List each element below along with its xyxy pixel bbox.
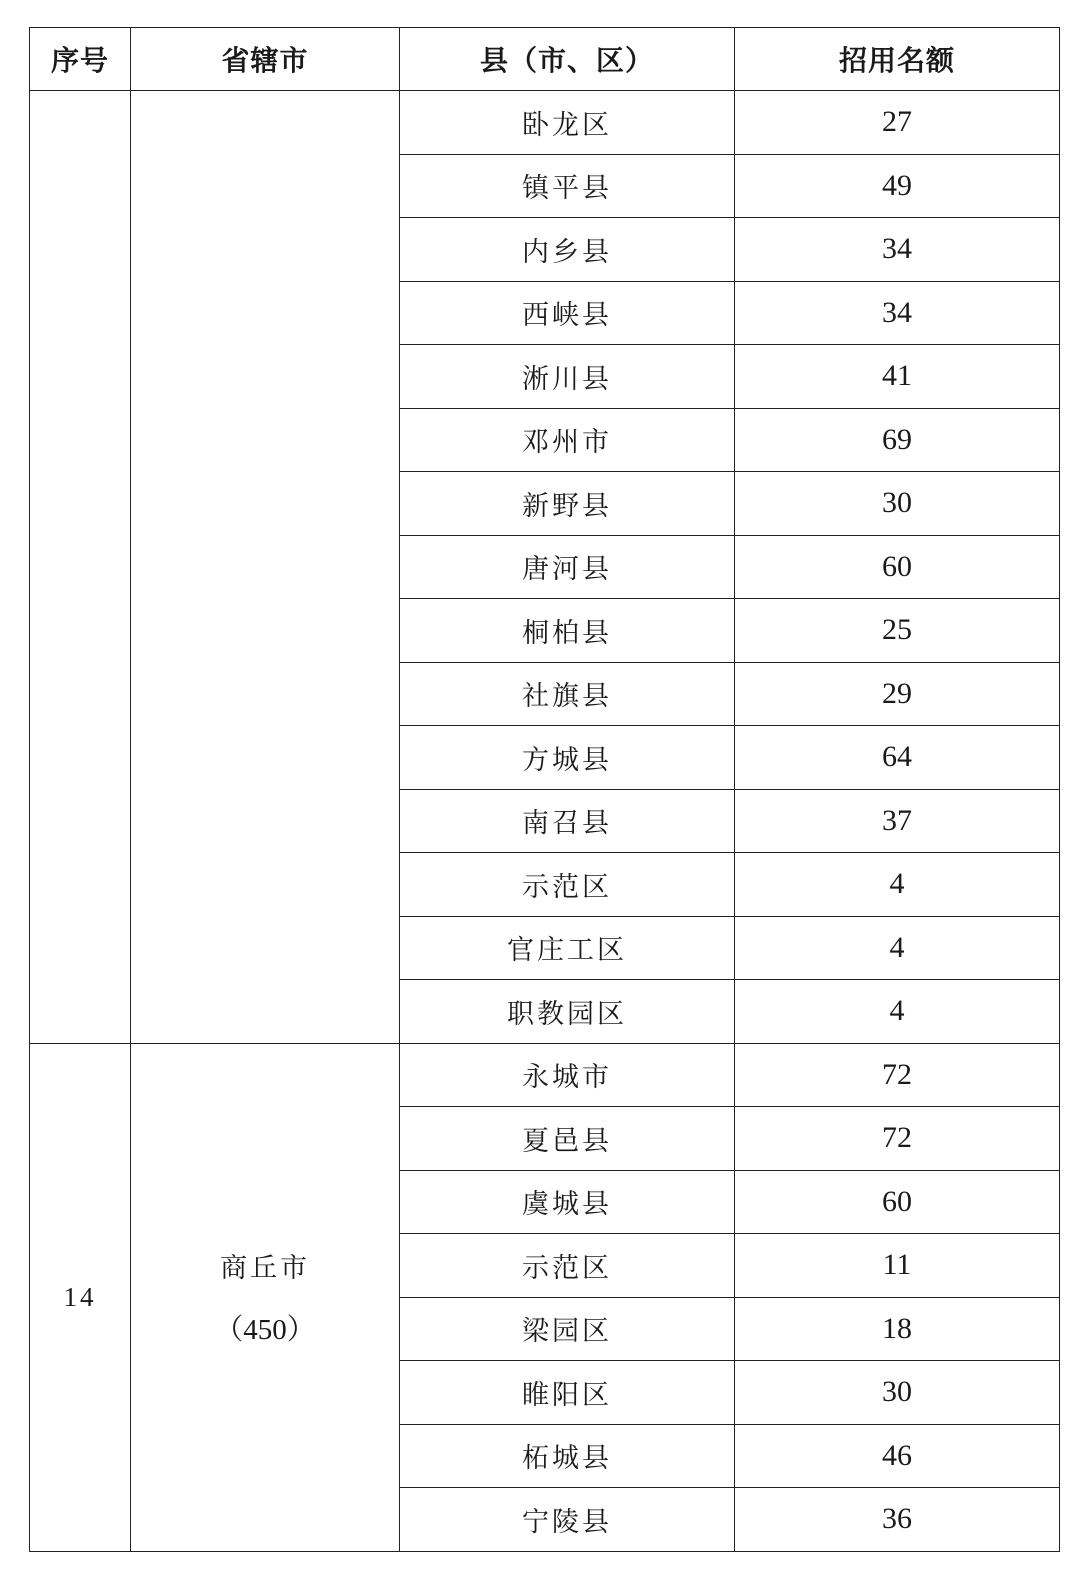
quota-cell: 72: [735, 1043, 1060, 1107]
quota-cell: 25: [735, 599, 1060, 663]
quota-cell: 41: [735, 345, 1060, 409]
quota-cell: 34: [735, 218, 1060, 282]
county-cell: 邓州市: [400, 408, 735, 472]
header-seq: 序号: [30, 28, 131, 91]
county-cell: 社旗县: [400, 662, 735, 726]
quota-cell: 60: [735, 1170, 1060, 1234]
county-cell: 南召县: [400, 789, 735, 853]
county-cell: 夏邑县: [400, 1107, 735, 1171]
quota-cell: 64: [735, 726, 1060, 790]
header-quota: 招用名额: [735, 28, 1060, 91]
county-cell: 桐柏县: [400, 599, 735, 663]
quota-cell: 60: [735, 535, 1060, 599]
city-cell: [131, 1043, 400, 1551]
county-cell: 官庄工区: [400, 916, 735, 980]
quota-cell: 4: [735, 980, 1060, 1044]
city-cell: [131, 91, 400, 1044]
quota-cell: 18: [735, 1297, 1060, 1361]
seq-cell: 14: [30, 1043, 131, 1551]
quota-cell: 37: [735, 789, 1060, 853]
quota-cell: 36: [735, 1488, 1060, 1552]
county-cell: 永城市: [400, 1043, 735, 1107]
county-cell: 卧龙区: [400, 91, 735, 155]
county-cell: 示范区: [400, 853, 735, 917]
header-city: 省辖市: [131, 28, 400, 91]
quota-cell: 46: [735, 1424, 1060, 1488]
city-name: 商丘市: [220, 1253, 310, 1284]
county-cell: 新野县: [400, 472, 735, 536]
county-cell: 镇平县: [400, 154, 735, 218]
table-body: [30, 91, 1060, 1552]
seq-cell: [30, 91, 131, 1044]
county-cell: 梁园区: [400, 1297, 735, 1361]
quota-cell: 30: [735, 1361, 1060, 1425]
quota-cell: 69: [735, 408, 1060, 472]
county-cell: 内乡县: [400, 218, 735, 282]
county-cell: 睢阳区: [400, 1361, 735, 1425]
table-row: [30, 1043, 1060, 1107]
quota-cell: 34: [735, 281, 1060, 345]
county-cell: 淅川县: [400, 345, 735, 409]
quota-cell: 30: [735, 472, 1060, 536]
quota-cell: 4: [735, 853, 1060, 917]
quota-cell: 29: [735, 662, 1060, 726]
header-row: [30, 28, 1060, 91]
city-total: （450）: [214, 1314, 316, 1346]
county-cell: 宁陵县: [400, 1488, 735, 1552]
county-cell: 示范区: [400, 1234, 735, 1298]
county-cell: 方城县: [400, 726, 735, 790]
county-cell: 西峡县: [400, 281, 735, 345]
quota-cell: 27: [735, 91, 1060, 155]
header-county: 县（市、区）: [400, 28, 735, 91]
county-cell: 柘城县: [400, 1424, 735, 1488]
quota-cell: 11: [735, 1234, 1060, 1298]
table-row: [30, 91, 1060, 155]
quota-cell: 49: [735, 154, 1060, 218]
county-cell: 唐河县: [400, 535, 735, 599]
county-cell: 虞城县: [400, 1170, 735, 1234]
quota-cell: 4: [735, 916, 1060, 980]
quota-cell: 72: [735, 1107, 1060, 1171]
quota-table: [29, 27, 1060, 1552]
county-cell: 职教园区: [400, 980, 735, 1044]
